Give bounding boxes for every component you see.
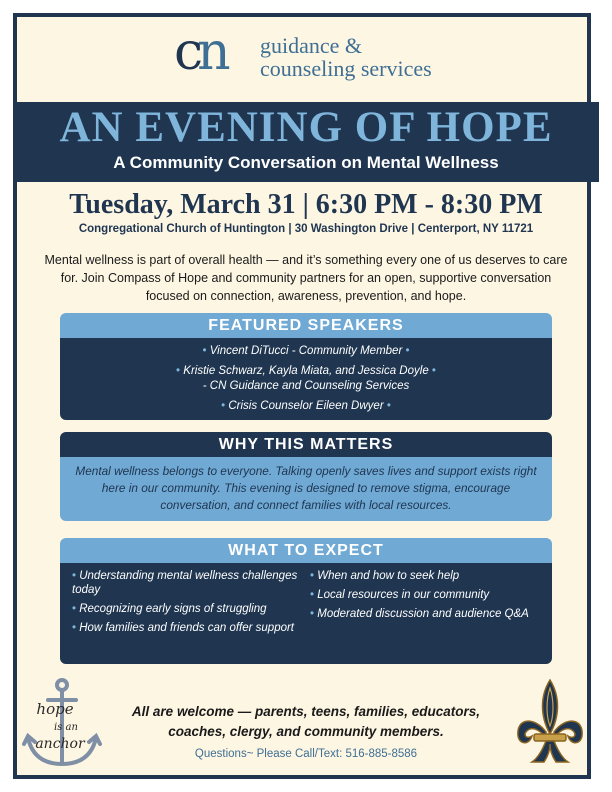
expect-item: • Local resources in our community bbox=[310, 589, 490, 601]
expect-item: • When and how to seek help bbox=[310, 570, 460, 582]
speaker-item: • Crisis Counselor Eileen Dwyer • bbox=[221, 400, 391, 412]
speakers-list bbox=[60, 338, 552, 420]
logo-line-2: counseling services bbox=[260, 56, 432, 81]
featured-speakers-section bbox=[60, 313, 552, 420]
speakers-heading: FEATURED SPEAKERS bbox=[60, 313, 552, 338]
expect-heading: WHAT TO EXPECT bbox=[60, 538, 552, 563]
expect-list bbox=[60, 563, 552, 664]
intro-paragraph: Mental wellness is part of overall health — and it’s something every one of us deserves to care for. Join Compass of Hope and community partners for an open, supportive conversation focused on connection, awareness, prevention, and hope. bbox=[44, 253, 568, 303]
speaker-item: • Vincent DiTucci - Community Member • bbox=[202, 345, 410, 357]
what-to-expect-section bbox=[60, 538, 552, 664]
expect-column-right bbox=[304, 569, 542, 664]
anchor-logo-line-3: anchor bbox=[35, 736, 85, 752]
welcome-message: All are welcome — parents, teens, families, educators, coaches, clergy, and community members. bbox=[131, 704, 481, 739]
logo-text bbox=[260, 34, 432, 80]
fleur-de-lis-icon bbox=[510, 676, 590, 768]
why-heading: WHY THIS MATTERS bbox=[60, 432, 552, 457]
speaker-item: • Kristie Schwarz, Kayla Miata, and Jessica Doyle • bbox=[176, 365, 436, 377]
expect-item: • Moderated discussion and audience Q&A bbox=[310, 608, 529, 620]
anchor-logo-line-2: is an bbox=[54, 722, 78, 733]
expect-item: • Understanding mental wellness challenges today bbox=[72, 570, 298, 596]
logo-mark bbox=[174, 20, 225, 84]
expect-item: • Recognizing early signs of struggling bbox=[72, 603, 267, 615]
anchor-icon bbox=[22, 676, 102, 771]
logo-line-1: guidance & bbox=[260, 33, 363, 58]
event-venue: Congregational Church of Huntington | 30 Washington Drive | Centerport, NY 11721 bbox=[78, 223, 534, 235]
anchor-logo-line-1: hope bbox=[36, 700, 74, 718]
contact-info: Questions~ Please Call/Text: 516-885-8586 bbox=[194, 748, 418, 760]
event-subtitle: A Community Conversation on Mental Wellness bbox=[113, 153, 499, 172]
speaker-item-continued: - CN Guidance and Counseling Services bbox=[202, 380, 410, 392]
logo-mark-c: c bbox=[174, 22, 198, 82]
why-body: Mental wellness belongs to everyone. Talking openly saves lives and support exists right here in our community. This evening is designed to remove stigma, encourage conversation, and connect families with local resources. bbox=[60, 457, 552, 521]
organization-logo bbox=[174, 20, 444, 92]
expect-column-left bbox=[72, 569, 304, 664]
expect-item: • How families and friends can offer support bbox=[72, 622, 295, 634]
event-title: AN EVENING OF HOPE bbox=[59, 104, 553, 151]
logo-mark-n: n bbox=[197, 22, 225, 82]
why-this-matters-section bbox=[60, 432, 552, 521]
title-band bbox=[13, 102, 599, 182]
event-datetime: Tuesday, March 31 | 6:30 PM - 8:30 PM bbox=[69, 189, 543, 220]
